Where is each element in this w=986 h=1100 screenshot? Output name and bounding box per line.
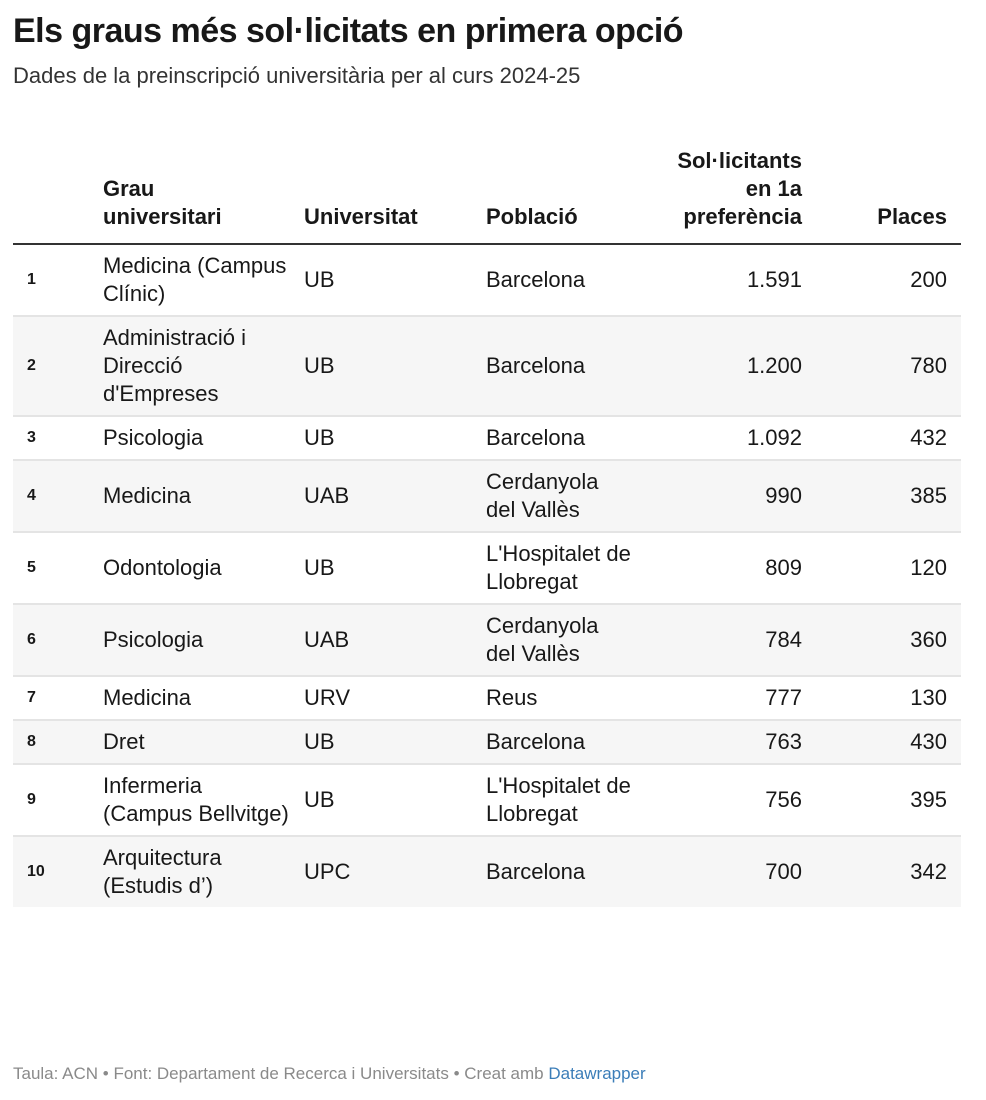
chart-title: Els graus més sol·licitats en primera opció [13, 12, 684, 50]
cell-universitat: UB [304, 720, 486, 764]
cell-sollicitants: 809 [631, 532, 816, 604]
cell-poblacio: Barcelona [486, 244, 631, 316]
table-row [13, 316, 961, 416]
cell-poblacio: Barcelona [486, 720, 631, 764]
cell-universitat: UB [304, 316, 486, 416]
cell-grau-universitari: Psicologia [103, 604, 304, 676]
header-places[interactable]: Places [816, 140, 961, 244]
cell-places: 120 [816, 532, 961, 604]
cell-universitat: URV [304, 676, 486, 720]
cell-universitat: UB [304, 416, 486, 460]
cell-rank: 3 [13, 416, 103, 460]
table-row [13, 244, 961, 316]
header-row [13, 140, 961, 244]
footer-credits: Taula: ACN • Font: Departament de Recerca i Universitats • Creat amb [13, 1064, 549, 1083]
table-row [13, 604, 961, 676]
table-header [13, 140, 961, 244]
cell-rank: 10 [13, 836, 103, 907]
cell-sollicitants: 1.200 [631, 316, 816, 416]
cell-rank: 6 [13, 604, 103, 676]
cell-sollicitants: 990 [631, 460, 816, 532]
table-body [13, 244, 961, 907]
cell-rank: 8 [13, 720, 103, 764]
cell-universitat: UAB [304, 604, 486, 676]
chart-subtitle: Dades de la preinscripció universitària per al curs 2024-25 [13, 63, 581, 88]
cell-rank: 5 [13, 532, 103, 604]
cell-places: 200 [816, 244, 961, 316]
cell-universitat: UPC [304, 836, 486, 907]
table-row [13, 720, 961, 764]
cell-grau-universitari: Odontologia [103, 532, 304, 604]
cell-grau-universitari: Medicina (Campus Clínic) [103, 244, 304, 316]
header-grau-label: Grau universitari [103, 176, 222, 229]
cell-sollicitants: 777 [631, 676, 816, 720]
table-row [13, 676, 961, 720]
cell-poblacio: Reus [486, 676, 631, 720]
cell-sollicitants: 700 [631, 836, 816, 907]
cell-places: 130 [816, 676, 961, 720]
cell-poblacio: Barcelona [486, 836, 631, 907]
header-rank[interactable] [13, 140, 103, 244]
cell-universitat: UB [304, 532, 486, 604]
table-row [13, 532, 961, 604]
cell-rank: 4 [13, 460, 103, 532]
chart-container [13, 0, 961, 898]
header-sollicitants[interactable] [631, 140, 816, 244]
chart-footer [13, 1063, 646, 1085]
cell-poblacio: Cerdanyola del Vallès [486, 460, 631, 532]
table-row [13, 460, 961, 532]
cell-rank: 7 [13, 676, 103, 720]
header-poblacio[interactable]: Població [486, 140, 631, 244]
cell-places: 780 [816, 316, 961, 416]
cell-universitat: UB [304, 764, 486, 836]
cell-grau-universitari: Dret [103, 720, 304, 764]
cell-grau-universitari: Psicologia [103, 416, 304, 460]
cell-rank: 9 [13, 764, 103, 836]
cell-poblacio: Cerdanyola del Vallès [486, 604, 631, 676]
table-row [13, 836, 961, 907]
cell-universitat: UB [304, 244, 486, 316]
cell-grau-universitari: Infermeria (Campus Bellvitge) [103, 764, 304, 836]
data-table [13, 140, 961, 907]
cell-grau-universitari: Medicina [103, 460, 304, 532]
cell-places: 430 [816, 720, 961, 764]
table-row [13, 416, 961, 460]
cell-poblacio: Barcelona [486, 316, 631, 416]
header-universitat[interactable]: Universitat [304, 140, 486, 244]
cell-rank: 2 [13, 316, 103, 416]
cell-sollicitants: 763 [631, 720, 816, 764]
cell-sollicitants: 1.591 [631, 244, 816, 316]
cell-places: 385 [816, 460, 961, 532]
cell-poblacio: Barcelona [486, 416, 631, 460]
cell-sollicitants: 1.092 [631, 416, 816, 460]
cell-places: 395 [816, 764, 961, 836]
cell-universitat: UAB [304, 460, 486, 532]
cell-places: 342 [816, 836, 961, 907]
cell-places: 432 [816, 416, 961, 460]
header-grau-universitari[interactable] [103, 140, 304, 244]
cell-grau-universitari: Arquitectura (Estudis d’) [103, 836, 304, 907]
cell-sollicitants: 784 [631, 604, 816, 676]
cell-sollicitants: 756 [631, 764, 816, 836]
cell-grau-universitari: Medicina [103, 676, 304, 720]
datawrapper-link[interactable]: Datawrapper [548, 1064, 646, 1083]
cell-rank: 1 [13, 244, 103, 316]
table-row [13, 764, 961, 836]
cell-grau-universitari: Administració i Direcció d'Empreses [103, 316, 304, 416]
header-sollicitants-label: Sol·licitants en 1a preferència [677, 148, 802, 229]
cell-places: 360 [816, 604, 961, 676]
cell-poblacio: L'Hospitalet de Llobregat [486, 532, 631, 604]
cell-poblacio: L'Hospitalet de Llobregat [486, 764, 631, 836]
